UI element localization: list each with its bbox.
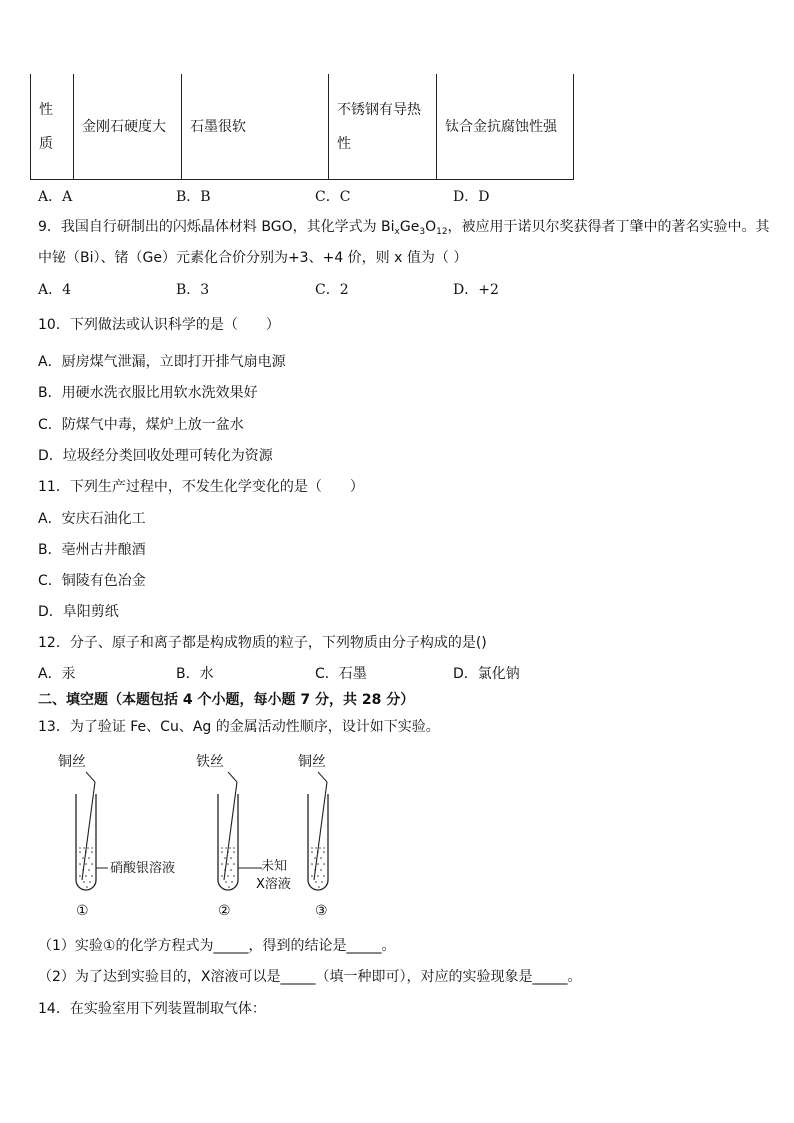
q13-sub2: （2）为了达到实验目的，X溶液可以是_____（填一种即可），对应的实验现象是_____。 <box>38 969 582 985</box>
q8-option-d: D．D <box>453 189 490 205</box>
q13-sub1: （1）实验①的化学方程式为_____，得到的结论是_____。 <box>38 938 396 954</box>
q12-option-a: A．汞 <box>38 666 76 682</box>
row-label-line1: 性 <box>39 101 53 118</box>
formula-subscript-x: x <box>394 227 400 237</box>
q12-stem: 12．分子、原子和离子都是构成物质的粒子，下列物质由分子构成的是() <box>38 635 487 651</box>
tube-number-2: ② <box>218 903 231 919</box>
formula-o: O <box>425 219 437 235</box>
q12-option-b: B．水 <box>176 666 214 682</box>
q9-stem-line1 <box>38 219 770 237</box>
properties-table <box>30 74 574 180</box>
q9-line1-post: ，被应用于诺贝尔奖获得者丁肇中的著名实验中。其 <box>447 219 770 235</box>
wire-label-3: 铜丝 <box>298 754 326 770</box>
q11-option-a: A．安庆石油化工 <box>38 511 146 527</box>
solution-label-2-line1: 未知 <box>261 859 288 874</box>
table-cell <box>329 74 437 180</box>
q12-option-c: C．石墨 <box>315 666 367 682</box>
test-tube-2 <box>218 772 262 890</box>
solution-label-2-line2: X溶液 <box>256 877 291 892</box>
q9-option-c: C．2 <box>315 282 349 298</box>
test-tube-figure <box>40 748 360 928</box>
formula-subscript-3: 3 <box>419 227 426 237</box>
solution-dots <box>311 851 325 888</box>
table-row <box>31 74 574 180</box>
q10-option-b: B．用硬水洗衣服比用软水洗效果好 <box>38 385 258 401</box>
q8-option-c: C．C <box>315 189 351 205</box>
table-cell: 金刚石硬度大 <box>74 74 182 180</box>
q12-option-d: D．氯化钠 <box>453 666 520 682</box>
section-heading: 二、填空题（本题包括 4 个小题，每小题 7 分，共 28 分） <box>38 692 415 708</box>
tube-number-1: ① <box>76 903 89 919</box>
tube-number-3: ③ <box>315 903 328 919</box>
copper-wire <box>314 782 327 880</box>
q14-stem: 14．在实验室用下列装置制取气体： <box>38 1001 266 1017</box>
table-cell: 钛合金抗腐蚀性强 <box>437 74 574 180</box>
q8-option-a: A．A <box>38 189 73 205</box>
wire-label-2: 铁丝 <box>196 754 224 770</box>
formula-ge: Ge <box>399 219 420 235</box>
test-tube-1 <box>76 772 108 890</box>
row-label-line2: 质 <box>39 135 53 152</box>
q10-stem: 10．下列做法或认识科学的是（ ） <box>38 317 280 333</box>
q11-option-c: C．铜陵有色冶金 <box>38 573 146 589</box>
q10-option-d: D．垃圾经分类回收处理可转化为资源 <box>38 448 273 464</box>
solution-dots <box>79 851 93 888</box>
formula-subscript-12: 12 <box>436 227 448 237</box>
solution-label-1: 硝酸银溶液 <box>110 861 176 876</box>
q9-stem-line2: 中铋（Bi）、锗（Ge）元素化合价分别为+3、+4 价，则 x 值为（ ） <box>38 250 468 266</box>
copper-wire <box>82 782 95 880</box>
wire-label-1: 铜丝 <box>58 754 86 770</box>
q11-stem: 11．下列生产过程中，不发生化学变化的是（ ） <box>38 479 364 495</box>
q10-option-c: C．防煤气中毒，煤炉上放一盆水 <box>38 417 244 433</box>
table-cell: 石墨很软 <box>182 74 329 180</box>
q9-option-a: A．4 <box>38 282 72 298</box>
q11-option-d: D．阜阳剪纸 <box>38 604 119 620</box>
iron-wire <box>224 782 237 880</box>
q9-option-b: B．3 <box>176 282 210 298</box>
solution-dots <box>221 851 235 888</box>
q8-option-b: B．B <box>176 189 211 205</box>
q11-option-b: B．亳州古井酿酒 <box>38 542 146 558</box>
q9-line1-pre: 9．我国自行研制出的闪烁晶体材料 BGO，其化学式为 Bi <box>38 219 395 235</box>
q13-stem: 13．为了验证 Fe、Cu、Ag 的金属活动性顺序，设计如下实验。 <box>38 719 440 735</box>
cell3-line2: 性 <box>337 135 351 152</box>
q10-option-a: A．厨房煤气泄漏，立即打开排气扇电源 <box>38 354 286 370</box>
cell3-line1: 不锈钢有导热 <box>337 101 421 118</box>
q9-option-d: D．+2 <box>453 282 499 298</box>
table-row-label <box>31 74 74 180</box>
test-tube-3 <box>308 772 328 890</box>
